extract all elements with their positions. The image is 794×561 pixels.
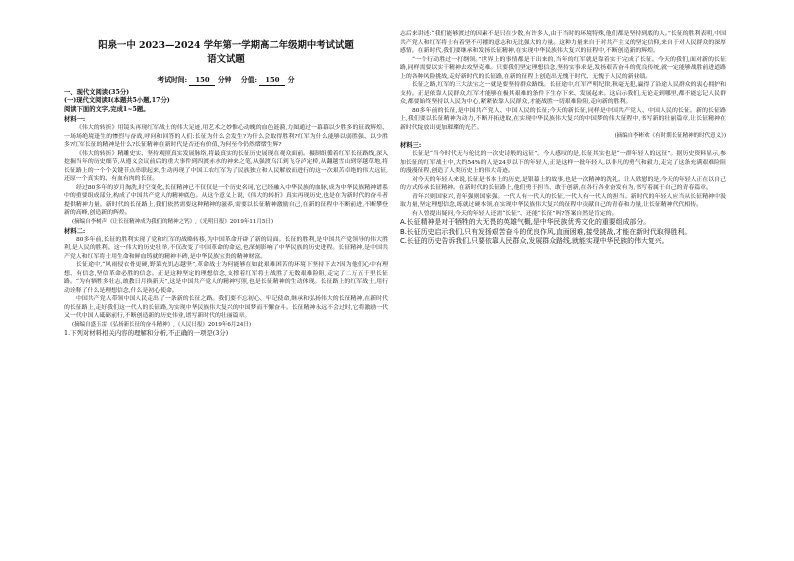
- material-2-paragraph: 长征途中,“风雨侵衣骨更硬,野菜充饥志越坚”,革命战士为何能够在如此艰难困苦的环境下坚持下去?因为他们心中有理想、有信念,坚信革命必胜的信念。正是这种坚定的理想信念,支撑着红军将士战胜了无数艰难险阻,走完了二万五千里长征路。“为有牺牲多壮志,敢教日月换新天”,这是中国共产党人的精神写照,也是长征精神的生动体现。长征路上的红军战士,用行动诠释了什么是理想信念,什么是初心使命。: [64, 262, 388, 294]
- score-unit: 分: [287, 76, 295, 84]
- option-c: C.长征的历史告诉我们,只要依靠人民群众,发展群众路线,就能实现中华民族的伟大复兴。: [400, 237, 669, 246]
- exam-info: [64, 76, 388, 86]
- subsection-heading: (一)现代文阅读Ⅰ(本题共5小题,17分): [64, 97, 170, 105]
- option-b: B.长征历史启示我们,只有发扬艰苦奋斗的优良作风,直面困难,接受挑战,才能在新时代取得胜利。: [400, 227, 692, 236]
- time-label: 考试时间:: [157, 76, 188, 84]
- material-2-paragraph: 80多年前,长征的胜利实现了党和红军的战略转移,为中国革命开辟了新的局面。长征的胜利,是中国共产党领导的伟大胜利,是人民的胜利。这一伟大的历史壮举,不仅改变了中国革命的命运,也深刻影响了中华民族的历史进程。长征精神,是中国共产党人和红军将士用生命和鲜血铸就的精神丰碑,是中华民族宝贵的精神财富。: [64, 236, 388, 260]
- question-1: 1.下列对材料相关内容的理解和分析,不正确的一项是(3分): [64, 329, 229, 338]
- score-value: 150: [259, 76, 285, 86]
- material-1-paragraph: 经过80多年的岁月淘洗,时空变化,长征精神已不仅仅是一个历史名词,它已经融入中华民族的血脉,成为中华民族精神谱系中的重要组成部分,构成了中国共产党人的精神底色。从这个意义上说,《伟大的转折》真实再现历史,也是在为新时代的奋斗者提供精神力量。新时代的长征路上,我们依然需要这种精神的滋养,需要以长征精神激励自己,在新的征程中不断前进,不断攀登新的高峰,创造新的辉煌。: [64, 184, 388, 217]
- material-1-paragraph: 《伟大的转折》用镜头再现红军战士的伟大足迹,用艺术之妙惟心动魄的血色涟漪,力图通过一幕幕以少胜多的征战辉煌、一场场绝境逢生的惨烈与奋战,呼问和回答的人们:长征为什么会发生?为什么会取得胜利?红军为什么能够以弱胜强、以少胜多?红军长征的精神是什么?长征精神在新时代是否还有价值,为何至今仍然熠熠生辉?: [64, 125, 388, 149]
- option-a: A.长征精神是对于牺牲的大无畏的英雄气概,是中华民族优秀文化的重要组成部分。: [400, 218, 651, 227]
- text-paragraph: 80多年前的长征,是中国共产党人、中国人民的长征;今天的新长征,同样是中国共产党人、中国人民的长征。新的长征路上,我们要以长征精神为动力,不断开拓进取,在实现中华民族伟大复兴的中国梦的伟大征程中,书写新的壮丽篇章,让长征精神在新时代绽放出更加璀璨的光芒。: [400, 107, 726, 131]
- material-1-label: 材料一:: [64, 116, 86, 124]
- instruction: 阅读下面的文字,完成1~5题。: [64, 105, 150, 113]
- material-3-paragraph: 青年兴则国家兴,青年强则国家强。一代人有一代人的长征,一代人有一代人的担当。新时代的年轻人应当从长征精神中汲取力量,坚定理想信念,练就过硬本领,在实现中华民族伟大复兴的征程中贡献自己的青春和力量,让长征精神代代相传。: [400, 193, 726, 209]
- exam-subtitle: 语文试题: [207, 54, 245, 65]
- time-value: 150: [189, 76, 215, 86]
- text-paragraph: 长征之路,红军的三大法宝之一就是要坚持群众路线。长征途中,红军严明纪律,秋毫无犯,赢得了沿途人民群众的衷心拥护和支持。正是依靠人民群众,红军才能够在极其艰难的条件下生存下来、发展起来。这启示我们,无论走到哪里,都不能忘记人民群众,都要始终坚持以人民为中心,紧紧依靠人民群众,才能战胜一切艰难险阻,走向新的胜利。: [400, 82, 726, 105]
- score-label: 分值:: [240, 76, 258, 84]
- material-1-source: (摘编自李树声《让长征精神成为我们的精神之钙》,《光明日报》2019年11月5日): [72, 218, 274, 225]
- time-unit: 分钟: [217, 76, 232, 84]
- material-3-label: 材料三:: [400, 142, 422, 150]
- text-paragraph: “一个行动胜过一打纲领。”世界上的事情都是干出来的,当年的红军就是靠着实干完成了长征。今天的我们,面对新的长征路,同样需要以实干精神去攻坚克难。只要我们坚定理想信念,坚持实事求是,发扬艰苦奋斗的优良传统,就一定能够战胜前进道路上的各种风险挑战,走好新时代的长征路,在新的征程上创造出无愧于时代、无愧于人民的新业绩。: [400, 56, 726, 80]
- material-2-end-source: (摘编自李彬欢《有时期长征精神的时代意义》): [614, 133, 726, 139]
- material-2-paragraph: 中国共产党人带领中国人民走出了一条新的长征之路。我们要不忘初心、牢记使命,继承和弘扬伟大的长征精神,在新时代的长征路上,走好我们这一代人的长征路,为实现中华民族伟大复兴的中国梦而不懈奋斗。长征精神永远不会过时,它将激励一代又一代中国人砥砺前行,不断创造新的历史伟业,谱写新时代的壮丽篇章。: [64, 296, 388, 320]
- text-paragraph: 志后来讲述:“我们能够渡过的因素不是只在少数,有许多人,由于当时的环境特殊,他们都是坚持到底的人。”长征的胜利表明,中国共产党人和红军将士有着坚不可摧的意志和无比强大的力量。这种力量来自于对共产主义的坚定信仰,来自于对人民群众的深厚感情。在新时代,我们要继承和发扬长征精神,在实现中华民族伟大复兴的征程中,不断创造新的辉煌。: [400, 31, 726, 54]
- material-3-paragraph: 长征是“当今时代无与伦比的一次史诗般的远征”。今人感叹的是,长征其实也是“一群年轻人的远征”。据历史资料显示,参加长征的红军战士中,大约54%的人是24岁以下的年轻人,正是这样一批年轻人,以非凡的勇气和毅力,走完了这条充满艰难险阻的漫漫征程,创造了人类历史上的伟大奇迹。: [400, 151, 726, 175]
- material-2-label: 材料二:: [64, 227, 86, 235]
- material-3-paragraph: 有人曾提出疑问,今天的年轻人还需“长征”、还能“长征”吗?答案自然是肯定的。: [412, 210, 618, 217]
- section-heading: 一、现代文阅读(35分): [64, 89, 130, 96]
- right-column: [400, 0, 726, 561]
- material-1-paragraph: 《伟大的转折》精雕史实、坚持观照真实发展脉络,将最真实的长征历史展现在观众面前。摄制组循着红军长征路线,深入挖掘当年的历史细节,从遵义会议前后的重大事件到四渡赤水的神来之笔,从强渡乌江到飞夺泸定桥,从翻越雪山到穿越草地,将长征路上的一个个关键节点串联起来,生动再现了中国工农红军为了民族独立和人民解放而进行的这一次艰苦卓绝的伟大远征,还原一个真实的、有血有肉的长征。: [64, 150, 388, 183]
- material-3-paragraph: 对今天的年轻人来说,长征是书本上的历史,是银幕上的故事,也是一次精神的洗礼。让人欣慰的是,今天的年轻人正在以自己的方式传承长征精神。在新时代的长征路上,他们勇于担当、敢于创新,在各行各业奋发有为,书写着属于自己的青春篇章。: [400, 176, 726, 192]
- exam-title: 阳泉一中 2023—2024 学年第一学期高二年级期中考试试题: [98, 40, 354, 51]
- left-column: [64, 0, 388, 561]
- material-2-source: (摘编自盛玉雷《弘扬新长征的奋斗精神》,《人民日报》2019年6月24日): [72, 321, 252, 328]
